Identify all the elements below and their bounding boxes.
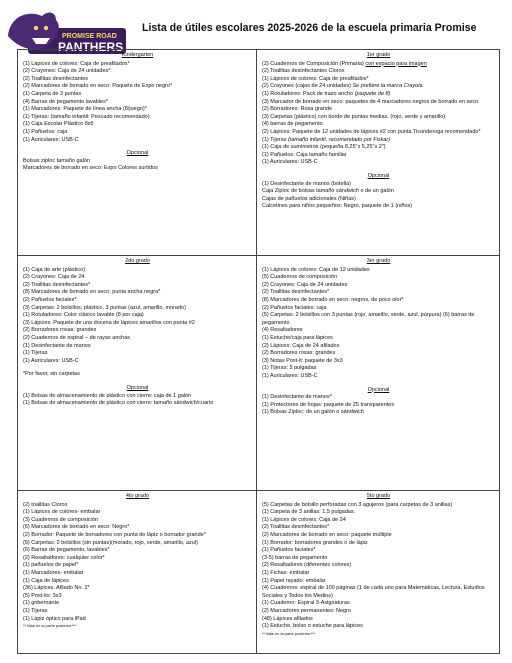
list-item: (8) Marcadores de borrado en seco: negros, de poco olor* xyxy=(262,296,404,303)
footnote: ** Más en la parte posterior*** xyxy=(262,630,316,636)
list-item: (5) Cuadernos de composición xyxy=(262,274,337,281)
list-item: (2) Borrador: Paquete de borradores con punta de lápiz o borrador grande* xyxy=(23,531,206,538)
list-item: (1) Desinfectante de manos (botella) xyxy=(262,180,351,187)
list-item: (2) Borradores rosas: grandes xyxy=(23,327,97,334)
list-item: (1) Lápices de colores: Caja de preafilados* xyxy=(23,60,130,67)
list-item: (2) Pañuelos faciales: caja xyxy=(262,304,327,311)
kindergarten-optional-heading: Opcional xyxy=(126,150,149,157)
list-item: (1) Lápices de colores: Caja de 24 xyxy=(262,516,346,523)
list-item: (1) Lápices de colores: Caja de 12 unidades xyxy=(262,266,370,273)
list-item: (5) Post-its: 3x3 xyxy=(23,592,62,599)
list-item: (1) Pañuelos: caja xyxy=(23,128,68,135)
list-item: (1) Caja de suministros (pequeña 8,25"x 5,25"x 2") xyxy=(262,144,386,151)
logo-line1: PROMISE ROAD xyxy=(62,33,117,40)
list-item: (1) Caja de arte (plástico) xyxy=(23,266,86,273)
list-item: (48) Lápices afilados xyxy=(262,615,313,622)
list-item: (2) Crayones: Caja de 24 unidades* xyxy=(23,68,111,75)
fourth-grade-heading: 4to grado xyxy=(125,493,150,499)
list-item: (1) Bolsas de almacenamiento de plástico con cierre: tamaño sándwich/cuarto xyxy=(23,400,214,407)
list-item xyxy=(262,91,495,99)
logo-line2: PANTHERS xyxy=(58,40,124,54)
list-item: (1) Rotuladores: Color clásico lavable (8 por caja) xyxy=(23,312,144,319)
list-item: (2) Lápices: Paquete de 12 unidades de lápices #2 con punta Ticonderoga recomendado* xyxy=(262,128,481,135)
list-item: (2) Toallitas desinfectantes* xyxy=(262,289,330,296)
list-item: (1) Auriculares: USB-C xyxy=(262,159,318,166)
list-item: (1) Pañuelos: Caja tamaño familiar xyxy=(262,151,347,158)
list-item: (2) toallitas Clorox xyxy=(23,501,68,508)
item-text: (2) Cuadernos de Composición (Primaria) xyxy=(262,60,366,67)
list-item: (2) Resaltadores: cualquier color* xyxy=(23,554,105,561)
list-item: (6) Marcadores de borrado en seco: Negro* xyxy=(23,524,130,531)
list-item: (1) Desinfectante de manos xyxy=(23,342,91,349)
list-item: (2) Pañuelos faciales* xyxy=(23,296,77,303)
list-item: (2) Toallitas desinfectantes* xyxy=(262,524,330,531)
page-title: Lista de útiles escolares 2025-2026 de la escuela primaria Promise xyxy=(142,22,477,34)
second-grade-section xyxy=(18,256,257,491)
list-item: (1) Auriculares: USB-C xyxy=(262,372,318,379)
list-item: (3) Carpetas (plástico) con borde de puntas medias. (rojo, verde y amarillo) xyxy=(262,113,446,120)
list-item: (1) Papel rayado: embalar xyxy=(262,577,326,584)
second-grade-note: *Por favor, sin carpetas xyxy=(23,371,80,378)
list-item: (3) Notas Post-it: paquete de 3x3 xyxy=(262,357,343,364)
list-item: (3-5) barras de pegamento xyxy=(262,554,328,561)
list-item: Caja Ziploc de bolsas tamaño sándwich o de un galón xyxy=(262,188,394,195)
item-emphasis: Se prefiere la marca Crayola. xyxy=(352,83,425,90)
kindergarten-section xyxy=(18,50,257,256)
list-item xyxy=(262,61,495,69)
list-item: (1) Caja Escolar Plástico 8x5 xyxy=(23,121,94,128)
list-item: (2) Lápices: Caja de 24 afilados xyxy=(262,342,340,349)
list-item: (8) Marcadores de borrado en seco: punta ancha negra* xyxy=(23,289,161,296)
list-item: (5) Carpetas: 2 bolsillos con 3 puntas (rojo, amarillo, verde, azul, púrpura) (6) barras de pegamento xyxy=(262,312,475,326)
list-item: Calcetines para niños pequeños: Negro, paquete de 1 (niños) xyxy=(262,203,413,210)
second-grade-optional-heading: Opcional xyxy=(126,384,149,391)
list-item: Marcadores de borrado en seco: Expo Colores surtidos xyxy=(23,165,158,172)
list-item: (1) Estuche/caja para lápices xyxy=(262,334,333,341)
item-emphasis: (paquete de 8) xyxy=(354,90,391,97)
list-item: (1) Pañuelos faciales* xyxy=(262,547,316,554)
item-text: (2) Crayones (cajas de 24 unidades) xyxy=(262,83,353,90)
list-item: (2) Toallitas desinfectantes Clorox xyxy=(262,68,345,75)
list-item: (2) Crayones: Caja de 24 xyxy=(23,274,85,281)
fifth-grade-section xyxy=(257,491,499,653)
list-item: (2) Marcadores permanentes: Negro xyxy=(262,607,351,614)
list-item xyxy=(262,137,495,145)
list-item: (4) barras de pegamento xyxy=(262,121,323,128)
list-item: (1) Fichas: embalar xyxy=(262,569,310,576)
list-item: (36) Lápices: Afilado No. 2* xyxy=(23,585,90,592)
list-item: (4) Barras de pegamento lavables* xyxy=(23,98,108,105)
list-item: (1) pañuelos de papel* xyxy=(23,562,79,569)
list-item: (1) Auriculares: USB-C xyxy=(23,136,79,143)
item-emphasis: con espacio para imagen xyxy=(365,60,427,67)
item-emphasis: (tamaño infantil, recomendado por Fiskar) xyxy=(287,136,391,143)
list-item: (1) Protectores de hojas: paquete de 25 transparentes xyxy=(262,401,395,408)
list-item: (1) Estuche, bolso o estuche para lápices xyxy=(262,623,363,630)
list-item: (2) Cuadernos de espiral – de rayas anchas xyxy=(23,334,131,341)
list-item: (2) Crayones: Caja de 24 unidades xyxy=(262,281,348,288)
list-item: (2) Resaltadores (diferentes colores) xyxy=(262,562,352,569)
list-item: (2) Toallitas desinfectantes* xyxy=(23,281,91,288)
third-grade-section xyxy=(257,256,499,491)
item-text: (1) Tijeras xyxy=(262,136,288,143)
list-item: (3) Cuadernos de composición xyxy=(23,516,98,523)
list-item: (1) Tijeras xyxy=(23,607,48,614)
first-grade-optional-heading: Opcional xyxy=(367,172,390,179)
list-item: (5) Carpetas: 2 bolsillos (sin puntas)(morado, rojo, verde, amarillo, azul) xyxy=(23,539,198,546)
fourth-grade-section xyxy=(18,491,257,653)
list-item: (1) Carpeta de 3 puntas xyxy=(23,90,82,97)
third-grade-heading: 3er grado xyxy=(366,258,391,264)
first-grade-heading: 1er grado xyxy=(366,52,391,58)
list-item: (1) Tijeras xyxy=(23,350,48,357)
list-item: (2) Marcadores de borrado en seco: paquete múltiple xyxy=(262,531,392,538)
list-item: (1) Lápices de colores: Caja de preafilados* xyxy=(262,75,369,82)
list-item: (5) Carpetas de bolsillo perforadas con 3 agujeros (para carpetas de 3 anillas) xyxy=(262,501,453,508)
first-grade-section xyxy=(257,50,499,256)
list-item: (3) Marcador de borrado en seco: paquetes de 4 marcadores negros de borrado en seco. xyxy=(262,98,480,105)
third-grade-optional-heading: Opcional xyxy=(367,386,390,393)
list-item: (1) Bolsas de almacenamiento de plástico con cierre: caja de 1 galón xyxy=(23,392,192,399)
list-item: (4) Cuadernos: espiral de 100 páginas (1 de cada uno para Matemáticas, Lectura, Estudios Sociales y Todos los Medios) xyxy=(262,585,485,599)
list-item: Cajas de pañuelos adicionales (Niñas) xyxy=(262,195,356,202)
list-item: (1) Auriculares: USB-C xyxy=(23,357,79,364)
list-item: (1) Desinfectante de manos* xyxy=(262,394,332,401)
list-item: (6) Barras de pegamento, lavables* xyxy=(23,547,110,554)
list-item: (3) Carpetas: 2 bolsillos, plástico, 3 puntas (azul, amarillo, morado) xyxy=(23,304,186,311)
list-item: (4) Resaltadores xyxy=(262,327,303,334)
list-item: (1) Lápiz óptico para iPad xyxy=(23,615,86,622)
fifth-grade-heading: 5to grado xyxy=(366,493,391,499)
list-item: (2) Marcadores de borrado en seco: Paquete de Expo negro* xyxy=(23,83,173,90)
list-item: (1) Cuaderno: Espiral 3-Asignaturas xyxy=(262,600,350,607)
list-item: (1) Marcadores: Paquete de línea ancha (8/juego)* xyxy=(23,106,147,113)
list-item: (1) Lápices de colores- embalar xyxy=(23,509,101,516)
item-text: (1) Rotuladores: Pack de trazo ancho xyxy=(262,90,355,97)
footnote: ** Más en la parte posterior*** xyxy=(23,623,77,629)
list-item xyxy=(262,83,495,91)
list-item: (1) gobernante xyxy=(23,600,60,607)
list-item: (3) Lápices: Paquete de una docena de lápices amarillos con punta #2 xyxy=(23,319,195,326)
supply-list-grid xyxy=(17,49,500,654)
list-item: (2) Borradores rosas: grandes xyxy=(262,350,336,357)
list-item: (2) Borradores: Rosa grande xyxy=(262,106,333,113)
kindergarten-heading: Kindergarten xyxy=(121,52,154,58)
list-item: (1) Tijeras: 5 pulgadas xyxy=(262,365,317,372)
list-item: Bolsas ziploc tamaño galón xyxy=(23,157,90,164)
list-item: (1) Carpeta de 3 anillas: 1,5 pulgadas. xyxy=(262,509,356,516)
list-item: (2) Toallitas desinfectantes xyxy=(23,75,89,82)
list-item: (1) Tijeras: (tamaño infantil: Pescado recomendado) xyxy=(23,113,150,120)
list-item: (1) Caja de lápices xyxy=(23,577,69,584)
list-item: (1) Borrador: borradores grandes o de lápiz xyxy=(262,539,368,546)
second-grade-heading: 2do grado xyxy=(125,258,150,264)
list-item: (1) Bolsas Ziploc: de un galón o sándwich xyxy=(262,409,364,416)
list-item: (1) Marcadores- embalar xyxy=(23,569,84,576)
